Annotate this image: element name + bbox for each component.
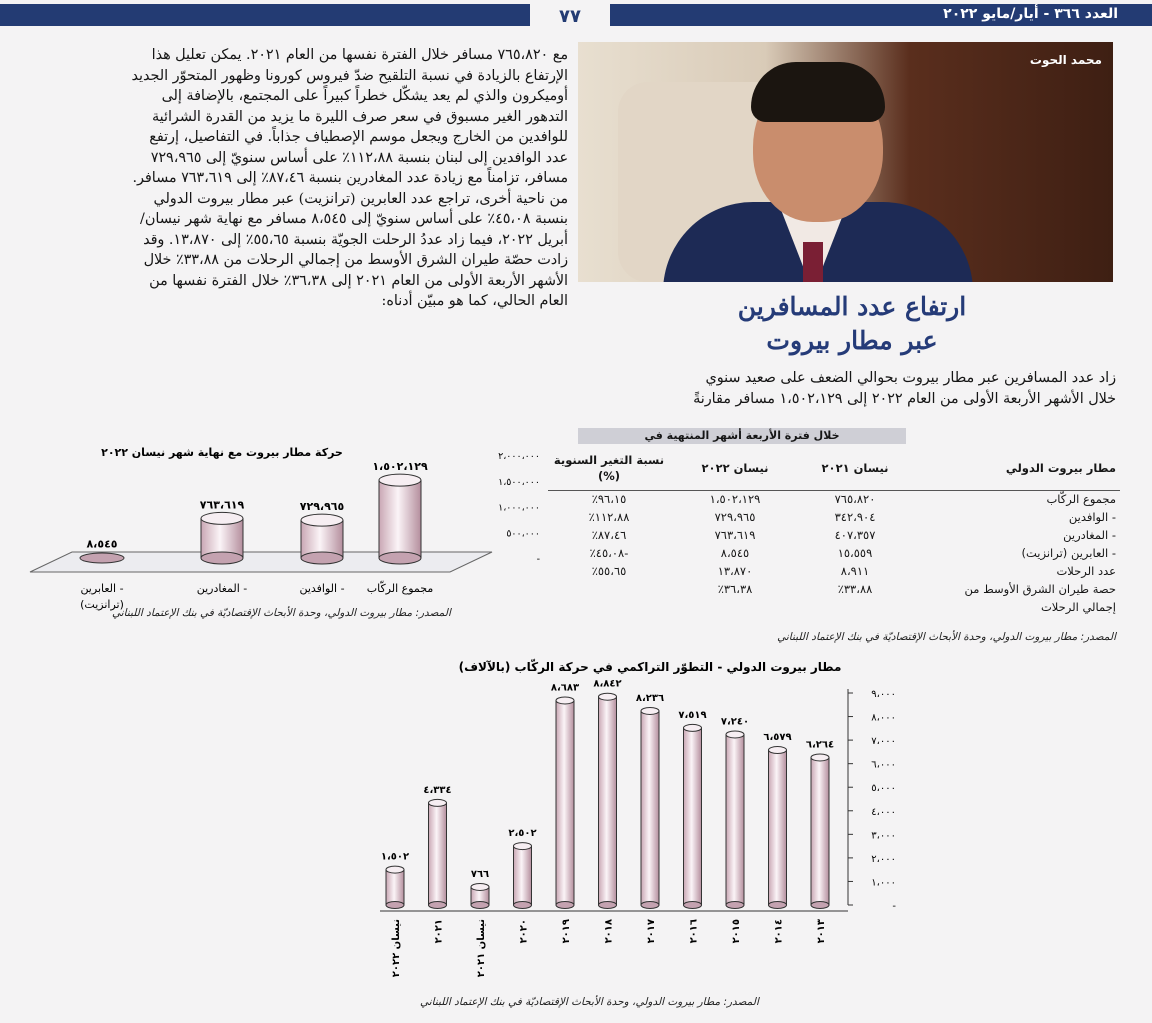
traffic-chart — [22, 440, 542, 630]
intro-line: زاد عدد المسافرين عبر مطار بيروت بحوالي الضعف على صعيد سنوي — [705, 370, 1116, 386]
data-label: ٧،٥١٩ — [678, 709, 707, 721]
table-cell: حصة طيران الشرق الأوسط من — [964, 582, 1116, 596]
y-tick-label: ٥٠٠،٠٠٠ — [506, 528, 540, 540]
table-cell — [670, 598, 800, 616]
data-label: ٤،٣٣٤ — [423, 784, 452, 796]
article-title-line1: ارتفاع عدد المسافرين — [737, 292, 967, 321]
table-row — [548, 544, 1120, 562]
table-cell: ١١٢،٨٨٪ — [588, 510, 630, 524]
page-number: ٧٧ — [530, 4, 610, 30]
table-header-row — [548, 446, 1120, 490]
chart-title: مطار بيروت الدولي - التطوّر التراكمي في حركة الركّاب (بالآلاف) — [458, 660, 842, 674]
chart-title: حركة مطار بيروت مع نهاية شهر نيسان ٢٠٢٢ — [101, 446, 343, 459]
bar — [811, 757, 829, 905]
table-source: المصدر: مطار بيروت الدولي، وحدة الأبحاث الإقتصاديّة في بنك الإعتماد اللبناني — [777, 631, 1116, 643]
table-row — [548, 598, 1120, 616]
table-cell — [548, 580, 670, 598]
table-cell: - المغادرين — [1063, 528, 1116, 542]
bar — [386, 870, 404, 905]
table-cell: ٣٤٢،٩٠٤ — [834, 510, 876, 524]
table-row — [548, 490, 1120, 508]
bar-base — [684, 902, 702, 909]
table-cell: ١،٥٠٢،١٢٩ — [709, 492, 761, 507]
bar-cap — [769, 747, 787, 754]
table-cell: ٧٦٣،٦١٩ — [714, 528, 756, 542]
y-tick-label: - — [536, 554, 540, 565]
y-tick-label: - — [892, 901, 896, 912]
bar-cap — [201, 512, 243, 524]
bar-cap — [641, 707, 659, 714]
issue-label: العدد ٣٦٦ - أيار/مايو ٢٠٢٢ — [943, 6, 1118, 22]
data-label: ٨،٨٤٢ — [593, 678, 622, 690]
table-cell: ٧٦٥،٨٢٠ — [834, 492, 876, 507]
y-tick-label: ١،٠٠٠،٠٠٠ — [498, 502, 540, 514]
data-label: ٦،٢٦٤ — [805, 739, 835, 751]
y-tick-label: ٢،٠٠٠،٠٠٠ — [498, 451, 540, 462]
intro-line: خلال الأشهر الأربعة الأولى من العام ٢٠٢٢ إلى ١،٥٠٢،١٢٩ مسافر مقارنةً — [693, 390, 1116, 407]
chart2-source: المصدر: مطار بيروت الدولي، وحدة الأبحاث الإقتصاديّة في بنك الإعتماد اللبناني — [420, 996, 759, 1008]
bar — [429, 803, 447, 905]
bar-base — [769, 902, 787, 909]
table-cell: ١٥،٥٥٩ — [837, 546, 873, 560]
y-tick-label: ١،٥٠٠،٠٠٠ — [498, 476, 540, 488]
x-tick-label: ٢٠١٥ — [731, 919, 742, 944]
table-row — [548, 508, 1120, 526]
x-tick-label: مجموع الركّاب — [366, 582, 434, 595]
bar-cap — [811, 754, 829, 761]
x-tick-label: نيسان ٢٠٢٢ — [391, 919, 402, 978]
bar-base — [201, 552, 243, 564]
table-cell: ٧٢٩،٩٦٥ — [714, 510, 756, 524]
table-col-header: نيسان ٢٠٢١ — [821, 460, 889, 475]
bar-base — [301, 552, 343, 564]
bar-base — [556, 902, 574, 909]
bar-cap — [726, 731, 744, 738]
bar — [641, 711, 659, 905]
y-tick-label: ٥،٠٠٠ — [871, 783, 896, 795]
table-row — [548, 562, 1120, 580]
y-tick-label: ٤،٠٠٠ — [871, 806, 896, 818]
bar — [726, 734, 744, 905]
photo-byline: محمد الحوت — [1029, 53, 1102, 67]
body-paragraph — [22, 45, 568, 312]
bar-cap — [379, 474, 421, 486]
x-tick-label: ٢٠١٦ — [688, 919, 700, 944]
bar-base — [641, 902, 659, 909]
table-period-header: خلال فترة الأربعة أشهر المنتهية في — [578, 428, 906, 444]
bar-base — [379, 552, 421, 564]
table-row — [548, 526, 1120, 544]
body-line: أوميكرون والذي لم يعد يشكّل خطراً كبيراً على المجتمع، بالإضافة إلى — [161, 88, 568, 104]
bar-base — [726, 902, 744, 909]
bar-base — [599, 902, 617, 909]
y-tick-label: ٦،٠٠٠ — [871, 759, 896, 771]
bar-cap — [301, 514, 343, 526]
bar-cap — [514, 843, 532, 850]
author-photo — [578, 42, 1113, 282]
body-line: من ناحية أخرى، تراجع عدد العابرين (ترانزيت) عبر مطار بيروت الدولي — [153, 190, 568, 207]
y-tick-label: ٨،٠٠٠ — [871, 712, 896, 724]
data-label: ٧٢٩،٩٦٥ — [299, 500, 345, 514]
data-label: ٧٦٦ — [470, 868, 490, 880]
y-tick-label: ٩،٠٠٠ — [871, 689, 896, 700]
table-cell: إجمالي الرحلات — [1040, 600, 1116, 614]
table-cell: ٣٦،٣٨٪ — [717, 582, 753, 596]
table-cell: عدد الرحلات — [1056, 564, 1116, 578]
chart1-source: المصدر: مطار بيروت الدولي، وحدة الأبحاث الإقتصاديّة في بنك الإعتماد اللبناني — [112, 607, 451, 619]
data-label: ٧٦٣،٦١٩ — [199, 498, 245, 512]
table-cell: ٩٦،١٥٪ — [591, 492, 627, 507]
bar-base — [471, 902, 489, 909]
table-cell: - العابرين (ترانزيت) — [1021, 546, 1116, 560]
y-tick-label: ٣،٠٠٠ — [871, 830, 896, 842]
table-cell: ٨٧،٤٦٪ — [591, 528, 627, 542]
data-label: ٢،٥٠٢ — [508, 828, 537, 840]
table-cell — [548, 598, 670, 616]
x-tick-label: ٢٠١٣ — [816, 919, 827, 944]
x-tick-label: ٢٠١٨ — [603, 919, 615, 944]
table-cell: ٥٥،٦٥٪ — [591, 564, 627, 578]
bar — [769, 750, 787, 905]
bar — [599, 697, 617, 905]
body-line: مع ٧٦٥،٨٢٠ مسافر خلال الفترة نفسها من العام ٢٠٢١. يمكن تعليل هذا — [151, 47, 568, 63]
table-cell: ١٣،٨٧٠ — [717, 564, 753, 578]
bar-base — [811, 902, 829, 909]
table-cell: - الوافدين — [1068, 510, 1116, 524]
data-label: ٧،٢٤٠ — [720, 716, 750, 728]
body-line: الأشهر الأربعة الأولى من العام ٢٠٢١ إلى ٣٦،٣٨٪ خلال الفترة نفسها من — [149, 272, 568, 289]
cumulative-chart — [360, 655, 900, 995]
bar-cap — [471, 883, 489, 890]
x-tick-label: (ترانزيت) — [80, 598, 124, 611]
article-title-line2: عبر مطار بيروت — [766, 326, 938, 355]
airport-data-table — [548, 446, 1120, 616]
bar-cap — [386, 866, 404, 873]
body-line: عدد الوافدين إلى لبنان بنسبة ١١٢،٨٨٪ على أساس سنويّ إلى ٧٢٩،٩٦٥ — [150, 149, 568, 166]
bar-cap — [684, 724, 702, 731]
table-cell: ٣٣،٨٨٪ — [837, 582, 873, 596]
table-cell — [800, 598, 910, 616]
data-label: ٨،٦٨٣ — [550, 682, 580, 694]
bar-base — [429, 902, 447, 909]
data-label: ٨،٥٤٥ — [86, 537, 118, 551]
body-line: بنسبة ٤٥،٠٨٪ على أساس سنويّ إلى ٨،٥٤٥ مسافر مع نهاية شهر نيسان/ — [140, 211, 568, 227]
body-line: الإرتفاع بالزيادة في نسبة التلقيح ضدّ فيروس كورونا وظهور المتحوّر الجديد — [131, 67, 568, 84]
x-tick-label: - العابرين — [80, 582, 124, 595]
x-tick-label: ٢٠١٧ — [646, 919, 657, 944]
bar-base — [514, 902, 532, 909]
x-tick-label: - الوافدين — [299, 582, 345, 595]
table-cell: ٤٠٧،٣٥٧ — [834, 528, 876, 542]
hair-shape — [751, 62, 885, 122]
bar — [379, 480, 421, 558]
table-col-header: نيسان ٢٠٢٢ — [701, 460, 769, 475]
body-line: مسافر، تزامناً مع زيادة عدد المغادرين بنسبة ٨٧،٤٦٪ إلى ٧٦٣،٦١٩ مسافر. — [132, 170, 568, 186]
bar-cap — [556, 697, 574, 704]
x-tick-label: ٢٠١٤ — [773, 919, 785, 944]
x-tick-label: نيسان ٢٠٢١ — [476, 919, 487, 978]
bar-base — [386, 902, 404, 909]
bar — [556, 700, 574, 905]
table-cell: ٨،٩١١ — [840, 564, 870, 578]
y-tick-label: ١،٠٠٠ — [871, 877, 896, 889]
y-tick-label: ٢،٠٠٠ — [871, 853, 896, 865]
y-tick-label: ٧،٠٠٠ — [871, 736, 896, 748]
tie-shape — [803, 242, 823, 282]
table-cell: ٨،٥٤٥ — [720, 546, 750, 560]
intro-paragraph — [568, 368, 1116, 409]
data-label: ١،٥٠٢،١٢٩ — [372, 460, 428, 474]
bar — [80, 553, 124, 563]
x-tick-label: ٢٠٢٠ — [518, 919, 530, 944]
body-line: زادت حصّة طيران الشرق الأوسط من إجمالي الرحلات من ٣٣،٨٨٪ خلال — [143, 252, 568, 268]
x-tick-label: ٢٠٢١ — [433, 919, 445, 944]
x-tick-label: - المغادرين — [196, 582, 248, 595]
data-label: ٨،٢٣٦ — [635, 692, 665, 704]
data-label: ١،٥٠٢ — [380, 851, 410, 863]
x-tick-label: ٢٠١٩ — [561, 919, 572, 944]
bar — [684, 728, 702, 905]
table-cell: -٤٥،٠٨٪ — [589, 546, 629, 560]
table-col-header: نسبة التغير السنوية (%) — [553, 452, 665, 483]
data-label: ٦،٥٧٩ — [763, 732, 792, 744]
table-row — [548, 580, 1120, 598]
body-line: أبريل ٢٠٢٢، فيما زاد عددُ الرحلت الجويّة بنسبة ٥٥،٦٥٪ إلى ١٣،٨٧٠. وقد — [143, 231, 568, 248]
bar — [514, 846, 532, 905]
body-line: التدهور الغير مسبوق في سعر صرف الليرة ما يزيد من القدرة الشرائية — [152, 108, 568, 125]
body-line: للوافدين من الخارج ويجعل موسم الإصطياف جذاباً. في التفاصيل، إرتفع — [149, 129, 568, 145]
table-col-header: مطار بيروت الدولي — [1005, 460, 1116, 475]
table-cell: مجموع الركّاب — [1046, 492, 1116, 507]
body-line: العام الحالي، كما هو مبيّن أدناه: — [381, 293, 568, 309]
bar-cap — [599, 693, 617, 700]
bar-cap — [429, 799, 447, 806]
